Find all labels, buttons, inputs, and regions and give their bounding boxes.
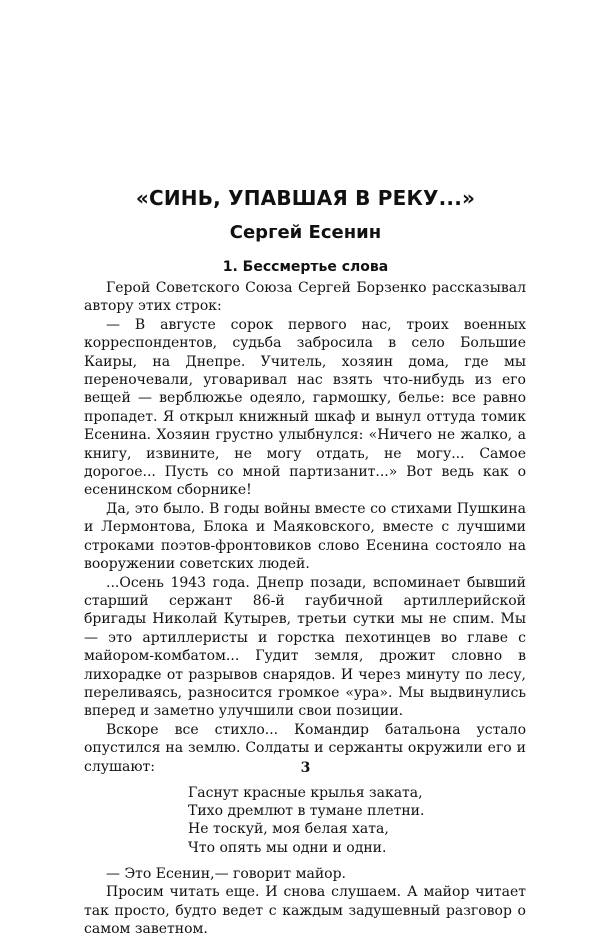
paragraph: — В августе сорок первого нас, троих военных корреспондентов, судьба забросила в село Большие Каиры, на Днепре. Учитель, хозяин дома, где мы переночевали, уговаривал нас взять что-нибудь из его вещей — верблюжье одеяло, гармошку, белье: все равно пропадет. Я открыл книжный шкаф и вынул оттуда томик Есенина. Хозяин грустно улыбнулся: «Ничего не жалко, а книгу, извините, не могу отдать, не могу... Самое дорогое... Пусть со мной партизанит...» Вот ведь как о есенинском сборнике! [84,316,526,499]
paragraph: Просим читать еще. И снова слушаем. А майор читает так просто, будто ведет с каждым задушевный разговор о самом заветном. [84,884,526,937]
paragraph: Да, это было. В годы войны вместе со стихами Пушкина и Лермонтова, Блока и Маяковского, вместе с лучшими строками поэтов-фронтовиков слово Есенина состояло на вооружении советских людей. [84,500,526,573]
section-heading: 1. Бессмертье слова [222,259,389,275]
page-number: 3 [300,760,311,776]
poem-line: Не тоскуй, моя белая хата, [188,821,389,838]
paragraph: ...Осень 1943 года. Днепр позади, вспоминает бывший старший сержант 86-й гаубичной артиллерийской бригады Николай Кутырев, третьи сутки мы не спим. Мы — это артиллеристы и горстка пехотинцев во главе с майором-комбатом... Гудит земля, дрожит словно в лихорадке от разрывов снарядов. И через минуту по лесу, переливаясь, разносится громкое «ура». Мы выдвинулись вперед и заметно улучшили свои позиции. [84,574,526,720]
paragraph: Герой Советского Союза Сергей Борзенко рассказывал автору этих строк: [84,280,526,315]
paragraph: Вскоре все стихло... Командир батальона устало опустился на землю. Солдаты и сержанты окружили его и слушают: [84,721,526,775]
chapter-title: «СИНЬ, УПАВШАЯ В РЕКУ...» [135,186,476,210]
paragraph: — Это Есенин,— говорит майор. [106,865,346,882]
body-text [84,279,526,938]
poem-line: Гаснут красные крылья заката, [188,784,423,801]
poem-quote [188,784,526,857]
author-heading: Сергей Есенин [229,222,382,243]
poem-line: Что опять мы одни и одни. [188,839,387,856]
poem-line: Тихо дремлют в тумане плетни. [188,803,425,820]
